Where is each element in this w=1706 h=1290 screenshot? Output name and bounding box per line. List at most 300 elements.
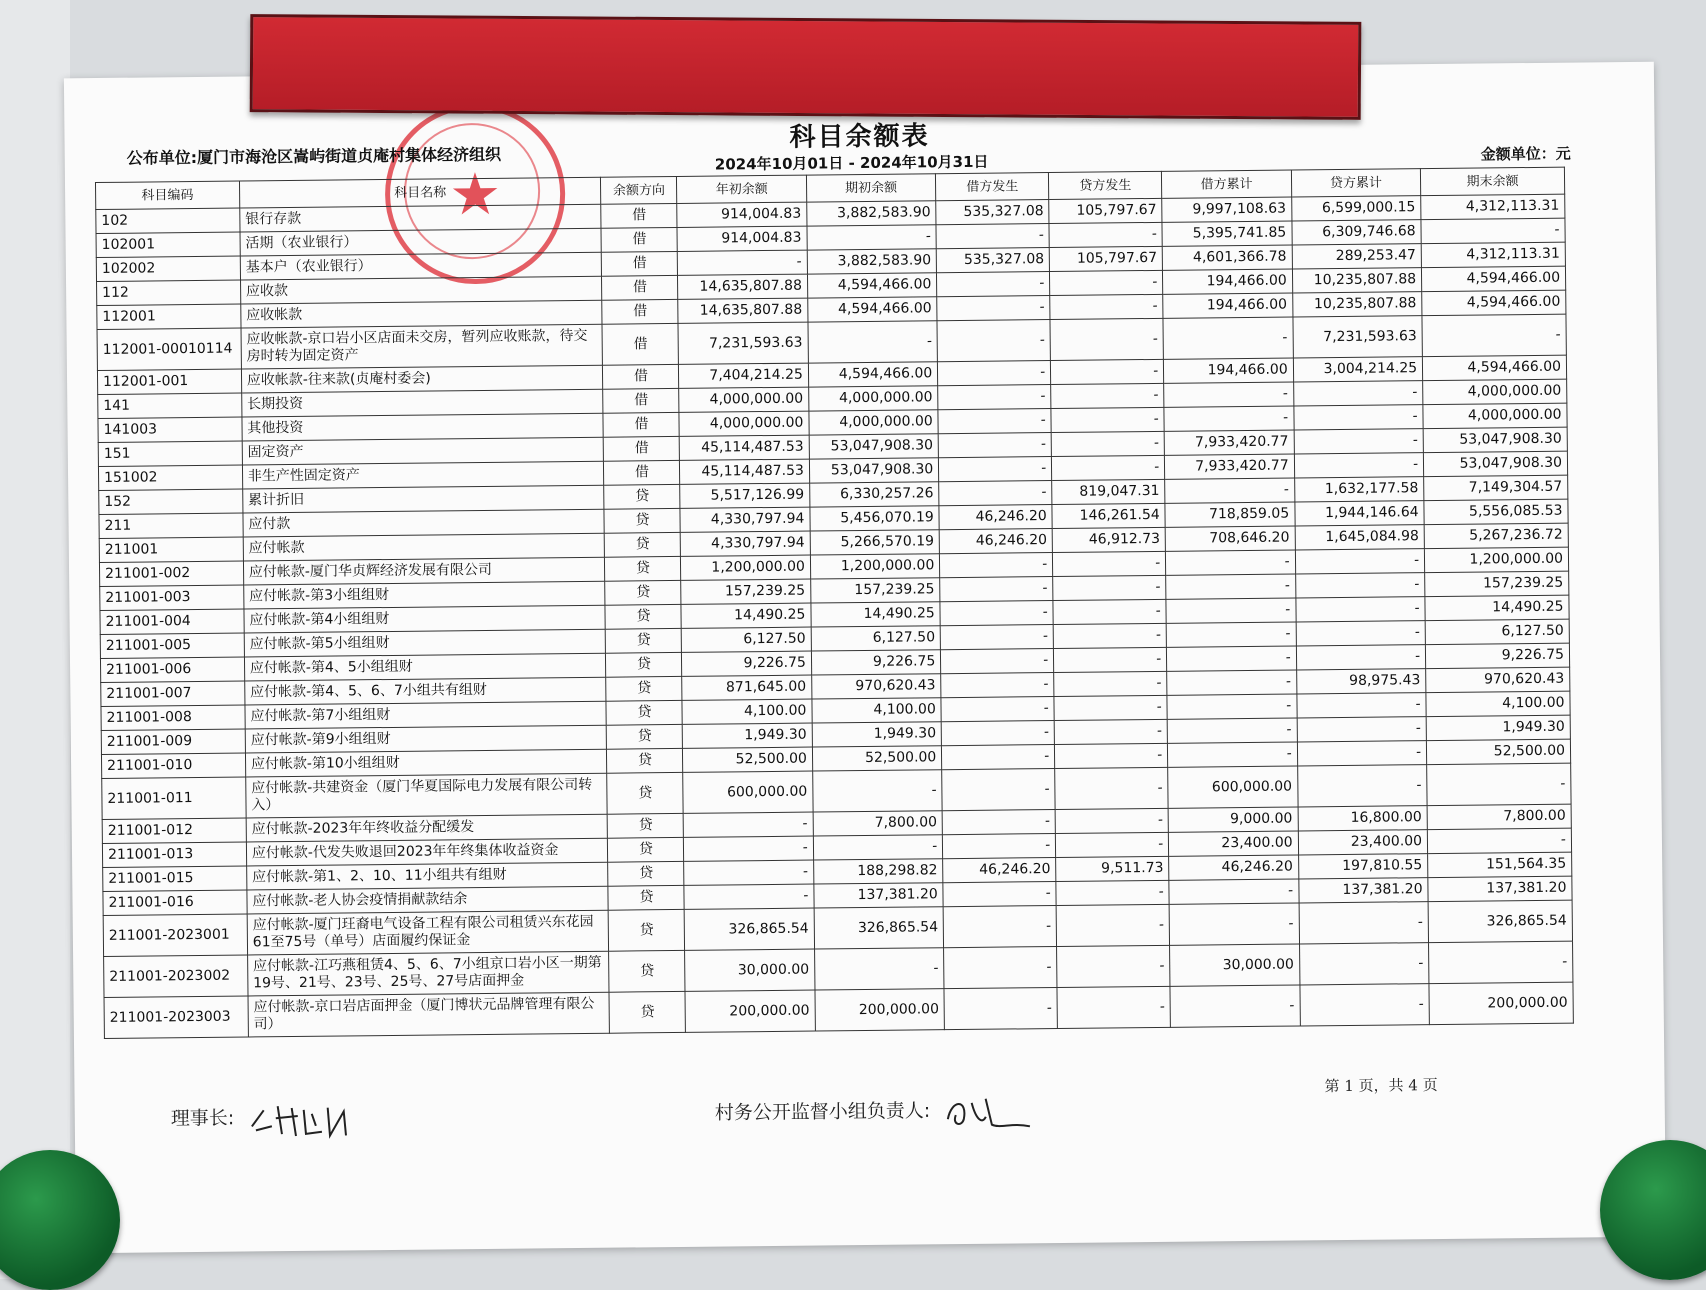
column-header-direction: 余额方向 — [601, 176, 677, 204]
cell-code: 211001-006 — [100, 657, 244, 683]
cell-credit: - — [1056, 880, 1169, 905]
chair-signature-line — [171, 1095, 367, 1141]
cell-opening-year: 4,330,797.94 — [680, 507, 810, 532]
cell-code: 211001-002 — [99, 561, 243, 587]
cell-credit: - — [1052, 455, 1165, 480]
cell-credit-cumulative: - — [1299, 943, 1429, 985]
cell-opening-period: 14,490.25 — [811, 602, 941, 627]
column-header-name: 科目名称 — [239, 177, 601, 208]
cell-code: 211001-005 — [100, 633, 244, 659]
cell-closing: 4,312,113.31 — [1421, 194, 1565, 220]
cell-credit: - — [1055, 808, 1168, 833]
cell-direction: 借 — [604, 460, 680, 485]
cell-code: 211001-009 — [101, 729, 245, 755]
cell-opening-period: 157,239.25 — [811, 578, 941, 603]
cell-debit: - — [937, 320, 1050, 362]
cell-debit: - — [938, 433, 1051, 458]
cell-debit-cumulative: 718,859.05 — [1165, 502, 1295, 527]
cell-credit: 146,261.54 — [1052, 503, 1165, 528]
cell-code: 211001-012 — [102, 818, 246, 844]
cell-debit: - — [944, 947, 1057, 989]
cell-opening-period: 970,620.43 — [812, 674, 942, 699]
cell-debit: - — [941, 649, 1054, 674]
cell-name: 其他投资 — [242, 413, 604, 441]
cell-name: 应付帐款-第7小组组财 — [245, 701, 607, 729]
cell-direction: 借 — [603, 364, 679, 389]
cell-debit-cumulative: 5,395,741.85 — [1162, 221, 1292, 246]
cell-name: 应付帐款-代发失败退回2023年年终集体收益资金 — [246, 838, 608, 866]
cell-credit: - — [1051, 431, 1164, 456]
cell-closing: 52,500.00 — [1427, 739, 1571, 765]
cell-credit: - — [1050, 318, 1163, 360]
cell-name: 应付帐款 — [243, 533, 605, 561]
cell-credit: - — [1057, 986, 1170, 1028]
cell-direction: 借 — [603, 412, 679, 437]
cell-code: 102 — [96, 208, 240, 234]
cell-credit-cumulative: 6,309,746.68 — [1292, 220, 1422, 245]
cell-opening-year: - — [678, 250, 808, 275]
cell-closing: - — [1429, 941, 1573, 984]
cell-opening-year: - — [684, 860, 814, 885]
cell-code: 112 — [97, 280, 241, 306]
cell-opening-period: 53,047,908.30 — [809, 458, 939, 483]
cell-credit-cumulative: 1,632,177.58 — [1294, 477, 1424, 502]
cell-opening-year: 4,000,000.00 — [679, 387, 809, 412]
column-header-closing: 期末余额 — [1421, 167, 1565, 196]
cell-closing: 1,949.30 — [1426, 715, 1570, 741]
cell-closing: 7,149,304.57 — [1424, 475, 1568, 501]
cell-debit-cumulative: 30,000.00 — [1170, 944, 1300, 986]
cell-credit: - — [1050, 270, 1163, 295]
cell-opening-period: 3,882,583.90 — [807, 201, 937, 226]
cell-code: 141003 — [98, 417, 242, 443]
chair-signature — [246, 1095, 366, 1140]
cell-credit-cumulative: - — [1295, 549, 1425, 574]
amount-unit: 金额单位：元 — [1480, 144, 1571, 164]
cell-name: 应收帐款-京口岩小区店面未交房，暂列应收账款，待交房时转为固定资产 — [241, 324, 603, 369]
cell-closing: 4,594,466.00 — [1422, 355, 1566, 381]
cell-credit: - — [1056, 904, 1169, 946]
cell-debit: - — [937, 272, 1050, 297]
cell-debit: - — [938, 361, 1051, 386]
cell-name: 应付帐款-2023年年终收益分配缓发 — [246, 814, 608, 842]
cell-opening-period: 4,594,466.00 — [808, 297, 938, 322]
cell-debit: 46,246.20 — [939, 529, 1052, 554]
cell-name: 应付帐款-老人协会疫情捐献款结余 — [247, 886, 609, 914]
cell-closing: 157,239.25 — [1425, 571, 1569, 597]
cell-opening-year: 4,000,000.00 — [679, 411, 809, 436]
cell-closing: - — [1427, 828, 1571, 854]
cell-credit: - — [1054, 695, 1167, 720]
cell-code: 211001 — [99, 537, 243, 563]
cell-closing: 326,865.54 — [1428, 900, 1572, 943]
supervisor-label: 村务公开监督小组负责人: — [714, 1099, 931, 1125]
cell-opening-year: 5,517,126.99 — [680, 483, 810, 508]
cell-debit-cumulative: - — [1167, 646, 1297, 671]
cell-credit-cumulative: 98,975.43 — [1296, 669, 1426, 694]
cell-opening-year: 1,200,000.00 — [681, 555, 811, 580]
wall-background — [0, 0, 70, 1279]
cell-opening-period: 52,500.00 — [812, 746, 942, 771]
cell-credit-cumulative: - — [1296, 621, 1426, 646]
cell-opening-year: 14,635,807.88 — [678, 298, 808, 323]
cell-direction: 贷 — [606, 676, 682, 701]
cell-debit: - — [942, 769, 1055, 811]
cell-debit-cumulative: 708,646.20 — [1165, 526, 1295, 551]
cell-closing: 137,381.20 — [1428, 876, 1572, 902]
column-header-credit-cumulative: 贷方累计 — [1291, 169, 1421, 197]
cell-direction: 贷 — [605, 556, 681, 581]
cell-credit-cumulative: 6,599,000.15 — [1291, 196, 1421, 221]
cell-direction: 贷 — [607, 748, 683, 773]
table-body — [96, 194, 1574, 1038]
cell-opening-year: 7,231,593.63 — [678, 322, 808, 364]
cell-code: 211001-003 — [100, 585, 244, 611]
cell-code: 211001-015 — [103, 866, 247, 892]
cell-name: 应付帐款-第5小组组财 — [244, 629, 606, 657]
cell-code: 211001-013 — [102, 842, 246, 868]
page-indicator: 第 1 页，共 4 页 — [1324, 1076, 1438, 1096]
cell-credit: - — [1056, 832, 1169, 857]
cell-closing: 970,620.43 — [1426, 667, 1570, 693]
cell-name: 应收帐款 — [241, 300, 603, 328]
cell-opening-year: 600,000.00 — [683, 771, 813, 813]
cell-credit-cumulative: - — [1294, 429, 1424, 454]
cell-credit-cumulative: 10,235,807.88 — [1292, 292, 1422, 317]
cell-debit: - — [940, 601, 1053, 626]
cell-opening-year: 14,635,807.88 — [678, 274, 808, 299]
cell-code: 151 — [98, 441, 242, 467]
cell-opening-period: 1,949.30 — [812, 722, 942, 747]
cell-opening-period: 4,000,000.00 — [809, 410, 939, 435]
cell-opening-year: 52,500.00 — [683, 747, 813, 772]
cell-credit-cumulative: 10,235,807.88 — [1292, 268, 1422, 293]
cell-closing: 53,047,908.30 — [1423, 427, 1567, 453]
cell-credit-cumulative: - — [1299, 902, 1429, 944]
cell-opening-period: - — [814, 948, 944, 990]
cell-debit: - — [937, 296, 1050, 321]
cell-closing: 5,267,236.72 — [1424, 523, 1568, 549]
column-header-debit-cumulative: 借方累计 — [1162, 170, 1292, 198]
cell-opening-year: 326,865.54 — [685, 908, 815, 950]
cell-opening-period: 326,865.54 — [814, 907, 944, 949]
cell-name: 应付帐款-第3小组组财 — [244, 581, 606, 609]
cell-direction: 借 — [602, 299, 678, 324]
cell-closing: 53,047,908.30 — [1423, 451, 1567, 477]
cell-name: 非生产性固定资产 — [242, 461, 604, 489]
cell-direction: 贷 — [608, 837, 684, 862]
cell-direction: 贷 — [609, 950, 685, 992]
cell-opening-year: 14,490.25 — [681, 603, 811, 628]
cell-credit: 105,797.67 — [1049, 246, 1162, 271]
cell-debit-cumulative: - — [1166, 574, 1296, 599]
cell-closing: 14,490.25 — [1425, 595, 1569, 621]
cell-direction: 贷 — [607, 724, 683, 749]
cell-credit: 819,047.31 — [1052, 479, 1165, 504]
cell-closing: - — [1421, 218, 1565, 244]
cell-debit-cumulative: - — [1163, 317, 1293, 359]
cell-direction: 借 — [601, 203, 677, 228]
cell-direction: 借 — [602, 323, 678, 365]
cell-closing: 151,564.35 — [1428, 852, 1572, 878]
cell-direction: 贷 — [608, 813, 684, 838]
cell-credit-cumulative: - — [1296, 645, 1426, 670]
cell-debit-cumulative: 7,933,420.77 — [1164, 430, 1294, 455]
cell-opening-year: 914,004.83 — [677, 202, 807, 227]
cell-closing: 4,594,466.00 — [1422, 290, 1566, 316]
cell-name: 应付帐款-第1、2、10、11小组共有组财 — [246, 862, 608, 890]
cell-opening-period: 6,127.50 — [811, 626, 941, 651]
cell-opening-period: 5,456,070.19 — [810, 506, 940, 531]
cell-code: 211 — [99, 513, 243, 539]
cell-direction: 贷 — [608, 885, 684, 910]
cell-debit: - — [943, 834, 1056, 859]
cell-name: 应收帐款-往来款(贞庵村委会) — [241, 365, 603, 393]
cell-debit-cumulative: - — [1170, 985, 1300, 1027]
cell-debit: - — [941, 721, 1054, 746]
cell-name: 应收款 — [240, 276, 602, 304]
cell-code: 141 — [98, 393, 242, 419]
cell-debit: - — [940, 553, 1053, 578]
cell-credit: - — [1055, 743, 1168, 768]
cell-opening-year: 157,239.25 — [681, 579, 811, 604]
cell-closing: 9,226.75 — [1426, 643, 1570, 669]
cell-opening-year: 45,114,487.53 — [680, 435, 810, 460]
cell-credit-cumulative: - — [1296, 597, 1426, 622]
cell-code: 211001-2023002 — [104, 955, 248, 998]
cell-code: 211001-011 — [102, 777, 246, 820]
cell-debit-cumulative: 7,933,420.77 — [1165, 454, 1295, 479]
cell-closing: 4,100.00 — [1426, 691, 1570, 717]
cell-credit-cumulative: 137,381.20 — [1299, 878, 1429, 903]
cell-code: 151002 — [98, 465, 242, 491]
cell-debit: 535,327.08 — [936, 248, 1049, 273]
cell-debit-cumulative: 600,000.00 — [1168, 766, 1298, 808]
cell-debit: - — [939, 481, 1052, 506]
cell-debit: - — [944, 988, 1057, 1030]
column-header-opening-period: 期初余额 — [806, 174, 936, 202]
cell-direction: 贷 — [605, 532, 681, 557]
cell-code: 112001-001 — [97, 369, 241, 395]
cell-closing: - — [1427, 763, 1571, 806]
cell-debit-cumulative: 194,466.00 — [1163, 269, 1293, 294]
cell-debit: - — [936, 224, 1049, 249]
cell-opening-year: 6,127.50 — [682, 627, 812, 652]
cell-debit: - — [941, 673, 1054, 698]
cell-closing: 6,127.50 — [1425, 619, 1569, 645]
cell-code: 211001-2023003 — [104, 996, 248, 1039]
cell-opening-period: 4,100.00 — [812, 698, 942, 723]
cell-debit-cumulative: 9,997,108.63 — [1162, 197, 1292, 222]
cell-debit: 46,246.20 — [939, 505, 1052, 530]
cell-debit: 46,246.20 — [943, 858, 1056, 883]
cell-opening-year: - — [684, 884, 814, 909]
cell-name: 累计折旧 — [243, 485, 605, 513]
cell-name: 应付帐款-第4、5、6、7小组共有组财 — [245, 677, 607, 705]
cell-opening-period: 7,800.00 — [813, 811, 943, 836]
cell-credit: - — [1053, 599, 1166, 624]
cell-name: 应付帐款-第10小组组财 — [245, 749, 607, 777]
cell-debit-cumulative: 194,466.00 — [1164, 358, 1294, 383]
cell-code: 211001-008 — [101, 705, 245, 731]
notice-sheet — [64, 62, 1666, 1254]
column-header-code: 科目编码 — [95, 181, 239, 210]
cell-opening-period: 5,266,570.19 — [810, 530, 940, 555]
cell-direction: 贷 — [607, 772, 683, 814]
cell-code: 112001-00010114 — [97, 328, 241, 371]
cell-code: 211001-016 — [103, 890, 247, 916]
cell-name: 应付帐款-江巧燕租赁4、5、6、7小组京口岩小区一期第19号、21号、23号、25号、27号店面押金 — [247, 951, 609, 996]
cell-credit: - — [1051, 383, 1164, 408]
cell-debit-cumulative: - — [1167, 670, 1297, 695]
cell-direction: 贷 — [604, 508, 680, 533]
cell-opening-period: 4,594,466.00 — [808, 362, 938, 387]
column-header-opening-year: 年初余额 — [677, 175, 807, 203]
cell-closing: 4,000,000.00 — [1423, 379, 1567, 405]
cell-direction: 借 — [603, 388, 679, 413]
cell-credit-cumulative: - — [1300, 984, 1430, 1026]
cell-closing: 1,200,000.00 — [1425, 547, 1569, 573]
cell-credit-cumulative: 3,004,214.25 — [1293, 357, 1423, 382]
cell-credit-cumulative: - — [1293, 381, 1423, 406]
cell-credit: 105,797.67 — [1049, 198, 1162, 223]
cell-credit: - — [1049, 222, 1162, 247]
cell-credit-cumulative: 23,400.00 — [1298, 830, 1428, 855]
cell-opening-period: - — [807, 225, 937, 250]
cell-credit-cumulative: - — [1294, 453, 1424, 478]
cell-debit: - — [938, 409, 1051, 434]
cell-debit-cumulative: - — [1167, 718, 1297, 743]
cell-credit: - — [1053, 623, 1166, 648]
cell-closing: 4,312,113.31 — [1421, 242, 1565, 268]
cell-credit-cumulative: - — [1297, 765, 1427, 807]
cell-name: 长期投资 — [242, 389, 604, 417]
cell-debit: 535,327.08 — [936, 200, 1049, 225]
cell-opening-year: 4,100.00 — [682, 699, 812, 724]
cell-name: 活期（农业银行） — [240, 228, 602, 256]
chair-label: 理事长: — [170, 1107, 235, 1130]
cell-opening-year: 4,330,797.94 — [681, 531, 811, 556]
cell-closing: 4,594,466.00 — [1422, 266, 1566, 292]
cell-opening-year: - — [684, 812, 814, 837]
cell-name: 应付帐款-京口岩店面押金（厦门博状元品牌管理有限公司） — [248, 992, 610, 1037]
cell-debit: - — [942, 745, 1055, 770]
cell-code: 211001-004 — [100, 609, 244, 635]
cell-name: 应付款 — [243, 509, 605, 537]
cell-direction: 贷 — [606, 700, 682, 725]
publisher-label: 公布单位:厦门市海沧区嵩屿街道贞庵村集体经济组织 — [126, 144, 502, 168]
cell-credit-cumulative: - — [1294, 405, 1424, 430]
cell-direction: 贷 — [606, 652, 682, 677]
cell-credit-cumulative: 7,231,593.63 — [1293, 316, 1423, 358]
cell-credit-cumulative: 1,944,146.64 — [1295, 501, 1425, 526]
cell-opening-year: 200,000.00 — [685, 990, 815, 1032]
cell-credit: - — [1055, 767, 1168, 809]
cell-direction: 借 — [602, 251, 678, 276]
cell-name: 固定资产 — [242, 437, 604, 465]
cell-name: 应付帐款-厦门玨裔电气设备工程有限公司租赁兴东花园61至75号（单号）店面履约保证金 — [247, 910, 609, 955]
cell-name: 应付帐款-厦门华贞辉经济发展有限公司 — [243, 557, 605, 585]
cell-debit-cumulative: - — [1166, 622, 1296, 647]
report-period: 2024年10月01日 - 2024年10月31日 — [714, 152, 989, 174]
cell-code: 211001-007 — [101, 681, 245, 707]
cell-code: 102001 — [96, 232, 240, 258]
cell-debit: - — [940, 625, 1053, 650]
supervisor-signature-line — [715, 1088, 1043, 1135]
cell-debit-cumulative: - — [1167, 694, 1297, 719]
cell-name: 应付帐款-第4、5小组组财 — [244, 653, 606, 681]
red-magnetic-strip — [250, 14, 1362, 120]
supervisor-signature — [942, 1088, 1042, 1133]
cell-debit: - — [943, 906, 1056, 948]
cell-debit: - — [939, 457, 1052, 482]
column-header-credit: 贷方发生 — [1049, 171, 1162, 199]
cell-direction: 贷 — [605, 580, 681, 605]
cell-debit: - — [942, 810, 1055, 835]
cell-credit-cumulative: - — [1297, 741, 1427, 766]
cell-opening-period: - — [813, 835, 943, 860]
cell-debit-cumulative: 4,601,366.78 — [1162, 245, 1292, 270]
cell-closing: 4,000,000.00 — [1423, 403, 1567, 429]
cell-opening-year: 30,000.00 — [685, 949, 815, 991]
cell-credit-cumulative: 197,810.55 — [1298, 854, 1428, 879]
cell-debit-cumulative: - — [1166, 598, 1296, 623]
cell-debit-cumulative: - — [1165, 478, 1295, 503]
cell-debit-cumulative: 46,246.20 — [1169, 855, 1299, 880]
cell-opening-period: 1,200,000.00 — [810, 554, 940, 579]
cell-code: 211001-010 — [101, 753, 245, 779]
cell-opening-year: 45,114,487.53 — [680, 459, 810, 484]
cell-opening-period: 4,000,000.00 — [809, 386, 939, 411]
cell-direction: 借 — [601, 227, 677, 252]
cell-closing: - — [1422, 314, 1566, 357]
cell-opening-year: 914,004.83 — [677, 226, 807, 251]
cell-debit-cumulative: - — [1164, 382, 1294, 407]
cell-closing: 7,800.00 — [1427, 804, 1571, 830]
cell-opening-year: 1,949.30 — [683, 723, 813, 748]
cell-code: 152 — [99, 489, 243, 515]
cell-opening-period: 4,594,466.00 — [807, 273, 937, 298]
cell-opening-period: - — [813, 770, 943, 812]
cell-credit-cumulative: 1,645,084.98 — [1295, 525, 1425, 550]
cell-name: 应付帐款-第4小组组财 — [244, 605, 606, 633]
cell-opening-period: 188,298.82 — [813, 859, 943, 884]
cell-opening-period: 6,330,257.26 — [810, 482, 940, 507]
cell-opening-period: 137,381.20 — [814, 883, 944, 908]
cell-code: 211001-2023001 — [103, 914, 247, 957]
cell-opening-year: - — [684, 836, 814, 861]
cell-opening-period: 53,047,908.30 — [809, 434, 939, 459]
cell-credit: - — [1057, 945, 1170, 987]
cell-debit-cumulative: - — [1169, 903, 1299, 945]
cell-credit: - — [1051, 407, 1164, 432]
cell-direction: 贷 — [605, 604, 681, 629]
cell-credit: - — [1051, 359, 1164, 384]
cell-direction: 借 — [604, 436, 680, 461]
cell-opening-period: 9,226.75 — [811, 650, 941, 675]
cell-debit: - — [943, 882, 1056, 907]
cell-closing: 200,000.00 — [1429, 982, 1573, 1025]
page-title: 科目余额表 — [789, 121, 930, 153]
cell-closing: 5,556,085.53 — [1424, 499, 1568, 525]
cell-debit-cumulative: 194,466.00 — [1163, 293, 1293, 318]
cell-credit: - — [1054, 719, 1167, 744]
cell-debit-cumulative: - — [1166, 550, 1296, 575]
cell-name: 应付帐款-共建资金（厦门华夏国际电力发展有限公司转入） — [246, 773, 608, 818]
cell-direction: 贷 — [606, 628, 682, 653]
cell-debit-cumulative: - — [1169, 879, 1299, 904]
cell-credit: - — [1053, 575, 1166, 600]
